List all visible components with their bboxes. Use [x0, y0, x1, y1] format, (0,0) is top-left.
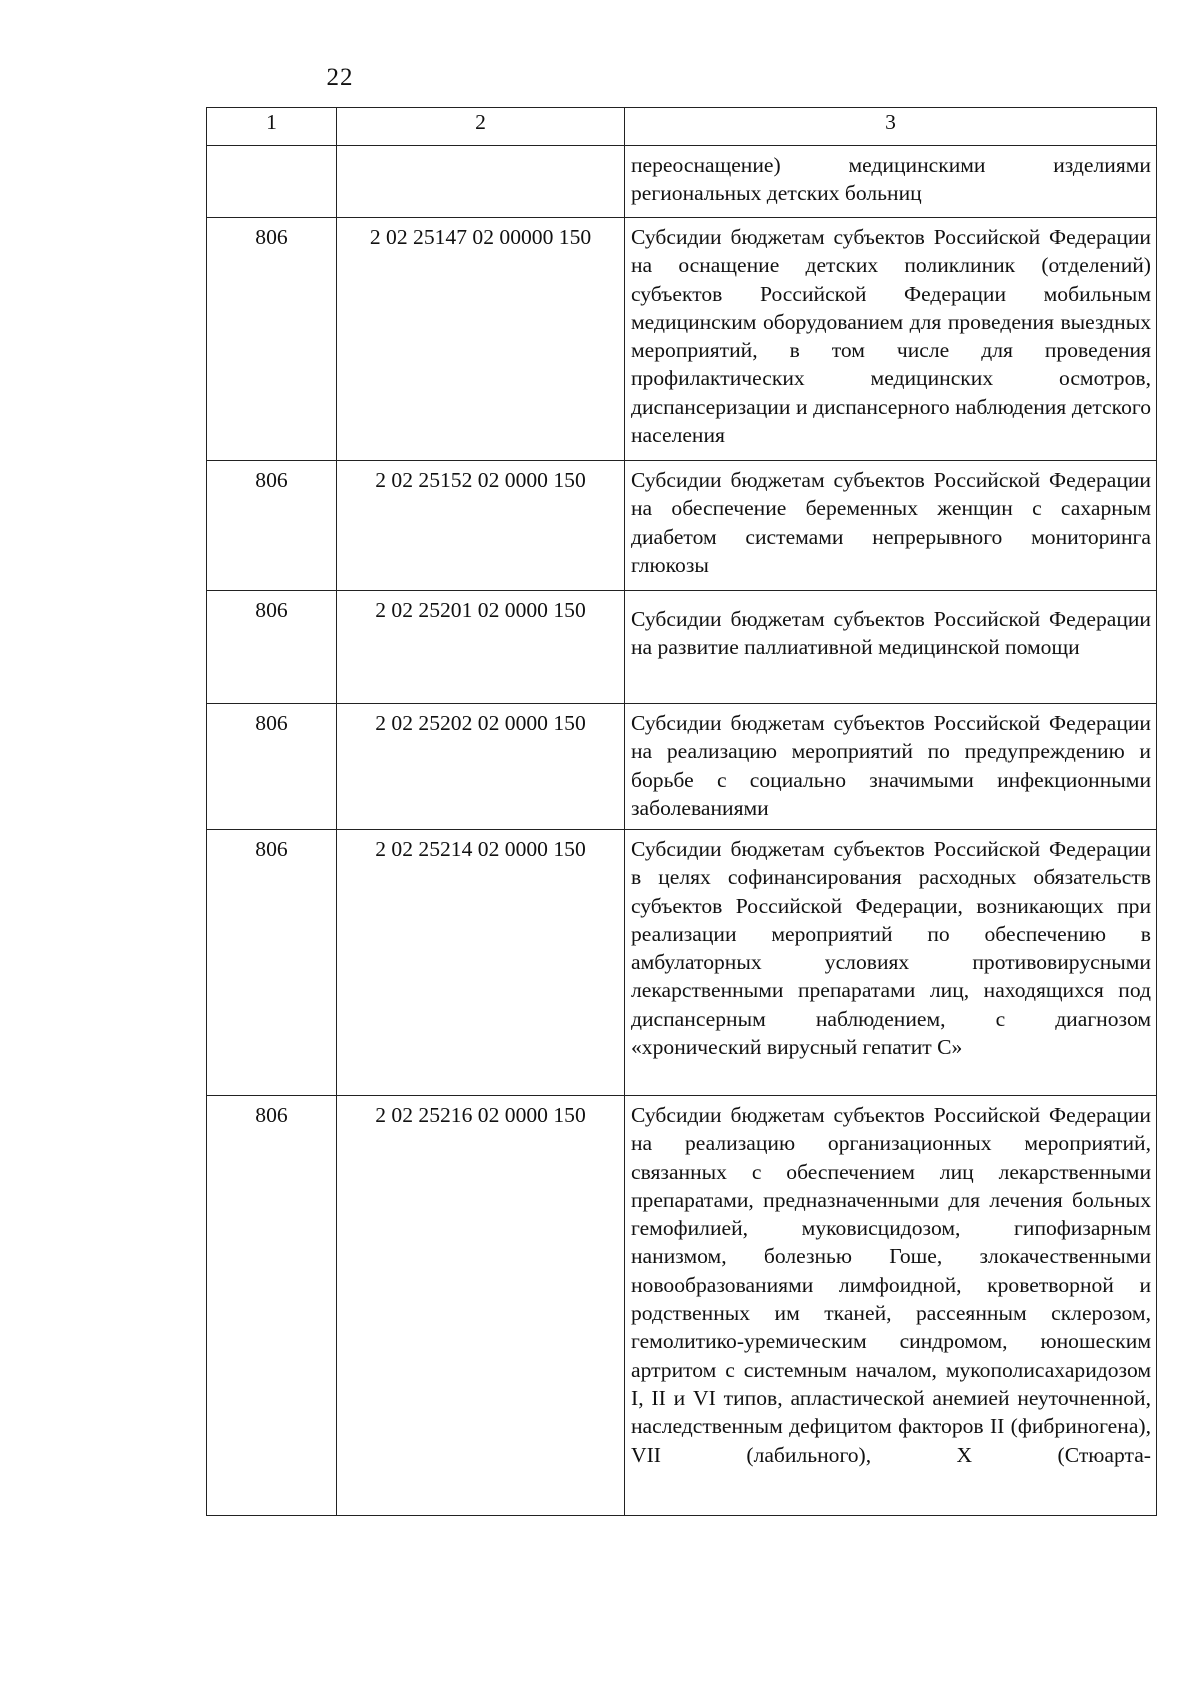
admin-code-cell: 806 — [207, 218, 337, 461]
kbk-code-cell: 2 02 25214 02 0000 150 — [337, 830, 625, 1096]
table-row — [207, 1096, 1157, 1516]
admin-code-cell: 806 — [207, 704, 337, 830]
description-cell: переоснащение) медицинскими изделиями региональных детских больниц — [625, 146, 1157, 218]
table-row — [207, 146, 1157, 218]
kbk-code-cell: 2 02 25202 02 0000 150 — [337, 704, 625, 830]
kbk-code-cell: 2 02 25147 02 00000 150 — [337, 218, 625, 461]
column-header-2: 2 — [337, 108, 625, 146]
table-header-row — [207, 108, 1157, 146]
kbk-code-cell: 2 02 25152 02 0000 150 — [337, 461, 625, 591]
budget-classification-table — [206, 107, 1157, 1516]
table-row — [207, 704, 1157, 830]
table-row — [207, 218, 1157, 461]
column-header-1: 1 — [207, 108, 337, 146]
description-cell: Субсидии бюджетам субъектов Российской Федерации на реализацию мероприятий по предупреждению и борьбе с социально значимыми инфекционными заболеваниями — [625, 704, 1157, 830]
description-cell: Субсидии бюджетам субъектов Российской Федерации на обеспечение беременных женщин с сахарным диабетом системами непрерывного мониторинга глюкозы — [625, 461, 1157, 591]
admin-code-cell: 806 — [207, 591, 337, 704]
page-number-text: 22 — [326, 64, 354, 91]
kbk-code-cell: 2 02 25201 02 0000 150 — [337, 591, 625, 704]
description-cell: Субсидии бюджетам субъектов Российской Федерации в целях софинансирования расходных обязательств субъектов Российской Федерации, возникающих при реализации мероприятий по обеспечению в амбулаторных условиях противовирусными лекарственными препаратами лиц, находящихся под диспансерным наблюдением, с диагнозом «хронический вирусный гепатит С» — [625, 830, 1157, 1096]
page-number — [0, 64, 1200, 92]
kbk-code-cell — [337, 146, 625, 218]
admin-code-cell: 806 — [207, 461, 337, 591]
description-cell: Субсидии бюджетам субъектов Российской Федерации на развитие паллиативной медицинской помощи — [625, 591, 1157, 704]
admin-code-cell: 806 — [207, 830, 337, 1096]
description-cell: Субсидии бюджетам субъектов Российской Федерации на реализацию организационных мероприятий, связанных с обеспечением лиц лекарственными препаратами, предназначенными для лечения больных гемофилией, муковисцидозом, гипофизарным нанизмом, болезнью Гоше, злокачественными новообразованиями лимфоидной, кроветворной и родственных им тканей, рассеянным склерозом, гемолитико-уремическим синдромом, юношеским артритом с системным началом, мукополисахаридозом I, II и VI типов, апластической анемией неуточненной, наследственным дефицитом факторов II (фибриногена), VII (лабильного), X (Стюарта- — [625, 1096, 1157, 1516]
table-row — [207, 461, 1157, 591]
admin-code-cell — [207, 146, 337, 218]
column-header-3: 3 — [625, 108, 1157, 146]
admin-code-cell: 806 — [207, 1096, 337, 1516]
kbk-code-cell: 2 02 25216 02 0000 150 — [337, 1096, 625, 1516]
description-cell: Субсидии бюджетам субъектов Российской Федерации на оснащение детских поликлиник (отделений) субъектов Российской Федерации мобильным медицинским оборудованием для проведения выездных мероприятий, в том числе для проведения профилактических медицинских осмотров, диспансеризации и диспансерного наблюдения детского населения — [625, 218, 1157, 461]
table-row — [207, 591, 1157, 704]
table-row — [207, 830, 1157, 1096]
